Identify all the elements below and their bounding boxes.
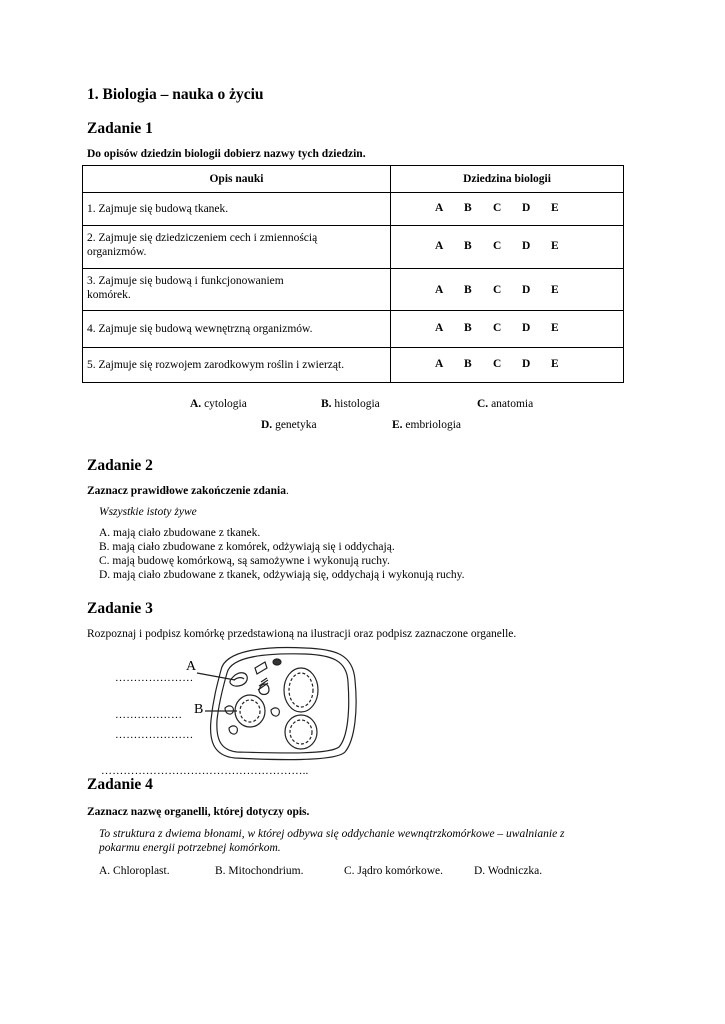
task2-heading: Zadanie 2 (87, 457, 153, 474)
option-e[interactable]: E (551, 202, 559, 214)
task4-answer-a[interactable]: A. Chloroplast. (99, 865, 170, 877)
row-1-options (391, 193, 624, 226)
legend-e: E. embriologia (392, 419, 461, 431)
table-row (83, 348, 624, 383)
option-d[interactable]: D (522, 322, 531, 334)
task1-instruction: Do opisów dziedzin biologii dobierz nazwy tych dziedzin. (87, 148, 366, 160)
option-e[interactable]: E (551, 284, 559, 296)
option-b[interactable]: B (464, 240, 472, 252)
task4-answer-c[interactable]: C. Jądro komórkowe. (344, 865, 444, 877)
task3-instruction: Rozpoznaj i podpisz komórkę przedstawioną na ilustracji oraz podpisz zaznaczone organelle. (87, 628, 517, 640)
task1-table (82, 165, 624, 383)
row-4-desc (83, 311, 391, 348)
row-2-desc (83, 226, 391, 269)
task2-answer-c[interactable]: C. mają budowę komórkową, są samożywne i wykonują ruchy. (99, 555, 390, 567)
legend-b: B. histologia (321, 398, 380, 410)
option-b[interactable]: B (464, 202, 472, 214)
option-a[interactable]: A (435, 240, 444, 252)
row-3-line2: komórek. (87, 289, 131, 301)
cell-illustration-icon (195, 640, 365, 765)
row-2-line1: 2. Zajmuje się dziedziczeniem cech i zmiennością (87, 232, 318, 244)
task3-heading: Zadanie 3 (87, 600, 153, 617)
option-d[interactable]: D (522, 358, 531, 370)
option-e[interactable]: E (551, 358, 559, 370)
legend-a: A. cytologia (190, 398, 247, 410)
answer-line-a[interactable]: ………………… (115, 672, 194, 684)
legend-d: D. genetyka (261, 419, 317, 431)
row-3-options (391, 269, 624, 311)
chapter-title: 1. Biologia – nauka o życiu (87, 86, 264, 103)
option-c[interactable]: C (493, 202, 502, 214)
row-2-options (391, 226, 624, 269)
task4-answer-d[interactable]: D. Wodniczka. (474, 865, 543, 877)
option-d[interactable]: D (522, 202, 531, 214)
task2-answer-d[interactable]: D. mają ciało zbudowane z tkanek, odżywiają się, oddychają i wykonują ruchy. (99, 569, 465, 581)
option-e[interactable]: E (551, 322, 559, 334)
row-5-desc (83, 348, 391, 383)
answer-line-cell-name[interactable]: ……………………………………………….. (101, 765, 309, 777)
option-d[interactable]: D (522, 240, 531, 252)
option-c[interactable]: C (493, 322, 502, 334)
option-a[interactable]: A (435, 358, 444, 370)
task2-answer-b[interactable]: B. mają ciało zbudowane z komórek, odżywiają się i oddychają. (99, 541, 395, 553)
option-b[interactable]: B (464, 358, 472, 370)
option-b[interactable]: B (464, 322, 472, 334)
option-e[interactable]: E (551, 240, 559, 252)
task2-instruction: Zaznacz prawidłowe zakończenie zdania. (87, 485, 289, 497)
col-header-opis: Opis nauki (83, 166, 391, 193)
answer-line-cell[interactable]: ………………… (115, 729, 194, 741)
label-b: B (194, 702, 204, 717)
option-b[interactable]: B (464, 284, 472, 296)
table-row (83, 311, 624, 348)
row-4-line1: 4. Zajmuje się budową wewnętrzną organizmów. (87, 323, 313, 335)
table-row (83, 193, 624, 226)
task1-heading: Zadanie 1 (87, 120, 153, 137)
option-a[interactable]: A (435, 322, 444, 334)
answer-line-b[interactable]: ……………… (115, 709, 183, 721)
option-c[interactable]: C (493, 240, 502, 252)
task4-desc-line1: To struktura z dwiema błonami, w której odbywa się oddychanie wewnątrzkomórkowe – uwalnianie z (99, 828, 565, 840)
row-4-options (391, 311, 624, 348)
row-1-desc (83, 193, 391, 226)
table-row (83, 269, 624, 311)
legend-c: C. anatomia (477, 398, 534, 410)
row-3-desc (83, 269, 391, 311)
row-2-line2: organizmów. (87, 246, 147, 258)
table-row (83, 226, 624, 269)
row-5-line1: 5. Zajmuje się rozwojem zarodkowym roślin i zwierząt. (87, 359, 345, 371)
row-5-options (391, 348, 624, 383)
task4-heading: Zadanie 4 (87, 776, 153, 793)
label-a: A (186, 659, 197, 674)
pointer-a (197, 673, 235, 680)
col-header-dziedzina: Dziedzina biologii (391, 166, 624, 193)
task4-instruction: Zaznacz nazwę organelli, której dotyczy opis. (87, 806, 310, 818)
task2-stem: Wszystkie istoty żywe (99, 506, 197, 518)
option-a[interactable]: A (435, 284, 444, 296)
row-1-line1: 1. Zajmuje się budową tkanek. (87, 203, 229, 215)
task2-answer-a[interactable]: A. mają ciało zbudowane z tkanek. (99, 527, 261, 539)
option-c[interactable]: C (493, 358, 502, 370)
task4-answer-b[interactable]: B. Mitochondrium. (215, 865, 304, 877)
table-header-row (83, 166, 624, 193)
task4-desc-line2: pokarmu energii potrzebnej komórkom. (99, 842, 281, 854)
option-a[interactable]: A (435, 202, 444, 214)
option-c[interactable]: C (493, 284, 502, 296)
row-3-line1: 3. Zajmuje się budową i funkcjonowaniem (87, 275, 284, 287)
option-d[interactable]: D (522, 284, 531, 296)
